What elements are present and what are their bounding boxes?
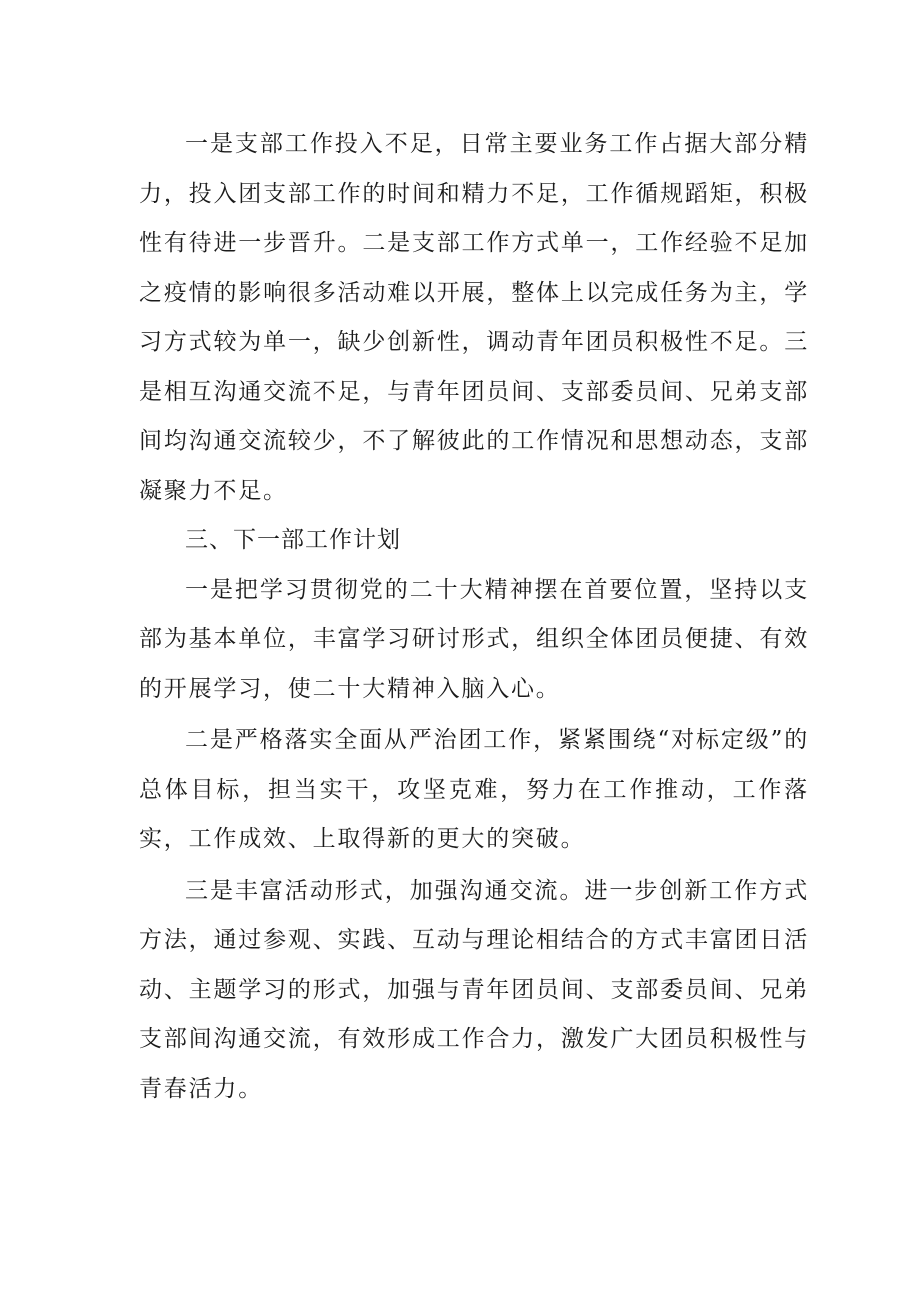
document-body — [139, 120, 809, 1114]
paragraph-plan-one: 一是把学习贯彻党的二十大精神摆在首要位置，坚持以支部为基本单位，丰富学习研讨形式，组织全体团员便捷、有效的开展学习，使二十大精神入脑入心。 — [139, 576, 809, 702]
paragraph-plan-three: 三是丰富活动形式，加强沟通交流。进一步创新工作方式方法，通过参观、实践、互动与理论相结合的方式丰富团日活动、主题学习的形式，加强与青年团员间、支部委员间、兄弟支部间沟通交流，有效形成工作合力，激发广大团员积极性与青春活力。 — [139, 877, 809, 1102]
paragraph-plan-two: 二是严格落实全面从严治团工作，紧紧围绕“对标定级”的总体目标，担当实干，攻坚克难，努力在工作推动，工作落实，工作成效、上取得新的更大的突破。 — [139, 727, 809, 852]
section-heading-work-plan: 三、下一部工作计划 — [185, 527, 401, 553]
paragraph-shortcomings: 一是支部工作投入不足，日常主要业务工作占据大部分精力，投入团支部工作的时间和精力不足，工作循规蹈矩，积极性有待进一步晋升。二是支部工作方式单一，工作经验不足加之疫情的影响很多活动难以开展，整体上以完成任务为主，学习方式较为单一，缺少创新性，调动青年团员积极性不足。三是相互沟通交流不足，与青年团员间、支部委员间、兄弟支部间均沟通交流较少，不了解彼此的工作情况和思想动态，支部凝聚力不足。 — [139, 131, 809, 504]
